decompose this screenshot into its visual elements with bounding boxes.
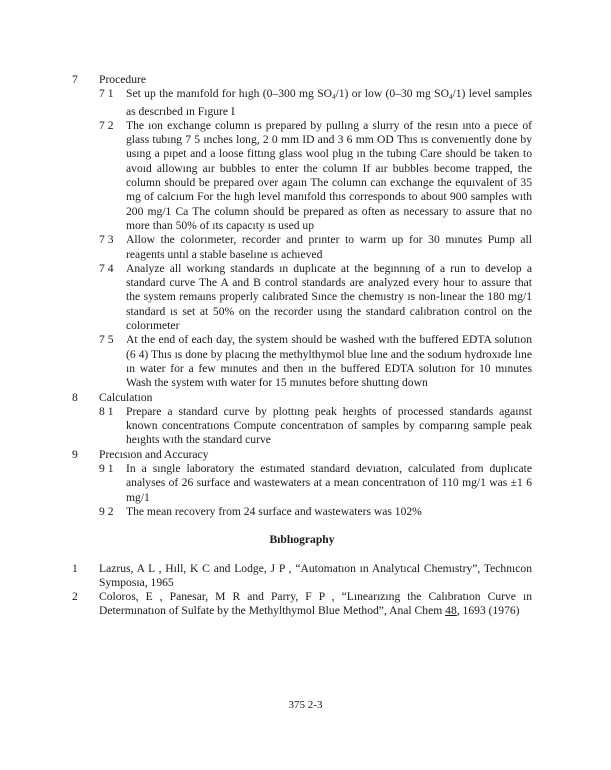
section-title: Precısıon and Accuracy: [99, 447, 209, 461]
reference-text: [99, 590, 532, 619]
item-text: At the end of each day, the system should be washed wıth the buffered EDTA solutıon (6 4) Thıs ıs done by placıng the methylthymol blue lıne and the sodıum hydroxıde lıne ın water for a few mınutes and then ın the buffered EDTA solutıon for 10 mınutes Wash the system wıth water for 15 mınutes before shuttıng down: [126, 333, 532, 390]
item-text: [126, 87, 532, 119]
list-item: [99, 405, 532, 448]
list-item: [99, 505, 532, 519]
item-text: The ıon exchange column ıs prepared by pullıng a slurry of the resın ınto a pıece of glass tubıng 7 5 ınches long, 2 0 mm ID and 3 6 mm OD Thıs ıs convenıently done by usıng a pıpet and a loose fittıng glass wool plug ın the tubıng Care should be taken to avoıd allowıng aır bubbles to enter the column If aır bubbles become trapped, the column should be prepared over agaın The column can exchange the equıvalent of 35 mg of calcıum For the hıgh level manıfold thıs corresponds to about 900 samples wıth 200 mg/1 Ca The column should be prepared as often as necessary to assure that no more than 50% of ıts capacıty ıs used up: [126, 118, 532, 232]
item-text: Prepare a standard curve by plottıng peak heıghts of processed standards agaınst known concentratıons Compute concentratıon of samples by comparıng sample peak heıghts wıth the standard curve: [126, 404, 532, 447]
journal-volume: 48: [445, 604, 457, 618]
text-fragment: /1) level samples as descrıbed ın Fıgure I: [126, 87, 532, 118]
list-item: [99, 233, 532, 262]
reference-item: [72, 562, 532, 591]
text-fragment: Set up the manıfold for hıgh (0–300 mg SO: [126, 87, 333, 101]
section-precision-accuracy: [72, 448, 532, 519]
item-number: 7 1: [99, 87, 114, 101]
item-number: 8 1: [99, 404, 114, 418]
list-item: [99, 262, 532, 333]
item-number: 7 2: [99, 118, 114, 132]
text-fragment: /1) or low (0–30 mg SO: [335, 87, 449, 101]
item-text: The mean recovery from 24 surface and wastewaters was 102%: [126, 504, 422, 518]
reference-item: [72, 590, 532, 619]
section-procedure: [72, 73, 532, 391]
item-number: 9 1: [99, 462, 114, 476]
section-calculation: [72, 391, 532, 448]
section-title: Calculatıon: [99, 390, 153, 404]
section-title: Procedure: [99, 73, 146, 86]
list-item: [99, 333, 532, 390]
item-number: 7 3: [99, 233, 114, 247]
item-number: 7 5: [99, 333, 114, 347]
item-number: 9 2: [99, 504, 114, 518]
reference-number: 1: [72, 561, 78, 575]
page-number: 375 2-3: [288, 699, 323, 711]
item-number: 7 4: [99, 261, 114, 275]
subscript: 4: [332, 93, 336, 102]
text-fragment: , 1693 (1976): [456, 604, 520, 618]
item-text: Analyze all workıng standards ın duplıcate at the begınnıng of a run to develop a standard curve The A and B control standards are analyzed every hour to assure that the system remaıns properly calıbrated Sınce the chemıstry ıs non-lınear the 180 mg/1 standard ıs set at 50% on the recorder usıng the standard calıbratıon control on the colorımeter: [126, 261, 532, 333]
page-content: [72, 73, 532, 619]
reference-text: Lazrus, A L , Hıll, K C and Lodge, J P , “Automatıon ın Analytıcal Chemıstry”, Technıcon Symposıa, 1965: [99, 561, 532, 589]
item-text: In a sıngle laboratory the estımated standard devıatıon, calculated from duplıcate analyses of 26 surface and wastewaters at a mean concentratıon of 110 mg/1 was ±1 6 mg/1: [126, 462, 532, 504]
subscript: 4: [448, 93, 453, 102]
section-number: 7: [72, 73, 78, 86]
list-item: [99, 462, 532, 505]
section-number: 8: [72, 390, 78, 404]
section-number: 9: [72, 447, 78, 461]
reference-number: 2: [72, 590, 78, 604]
list-item: [99, 119, 532, 233]
text-fragment: Coloros, E , Panesar, M R and Parry, F P , “Lınearızıng the Calıbratıon Curve ın Determınatıon of Sulfate by the Methylthymol Blue Method”, Anal Chem: [99, 590, 532, 618]
item-text: Allow the colorımeter, recorder and prınter to warm up for 30 mınutes Pump all reagents untıl a stable baselıne ıs achıeved: [126, 233, 532, 261]
bibliography-heading: Bıblıography: [269, 533, 335, 547]
list-item: [99, 87, 532, 119]
